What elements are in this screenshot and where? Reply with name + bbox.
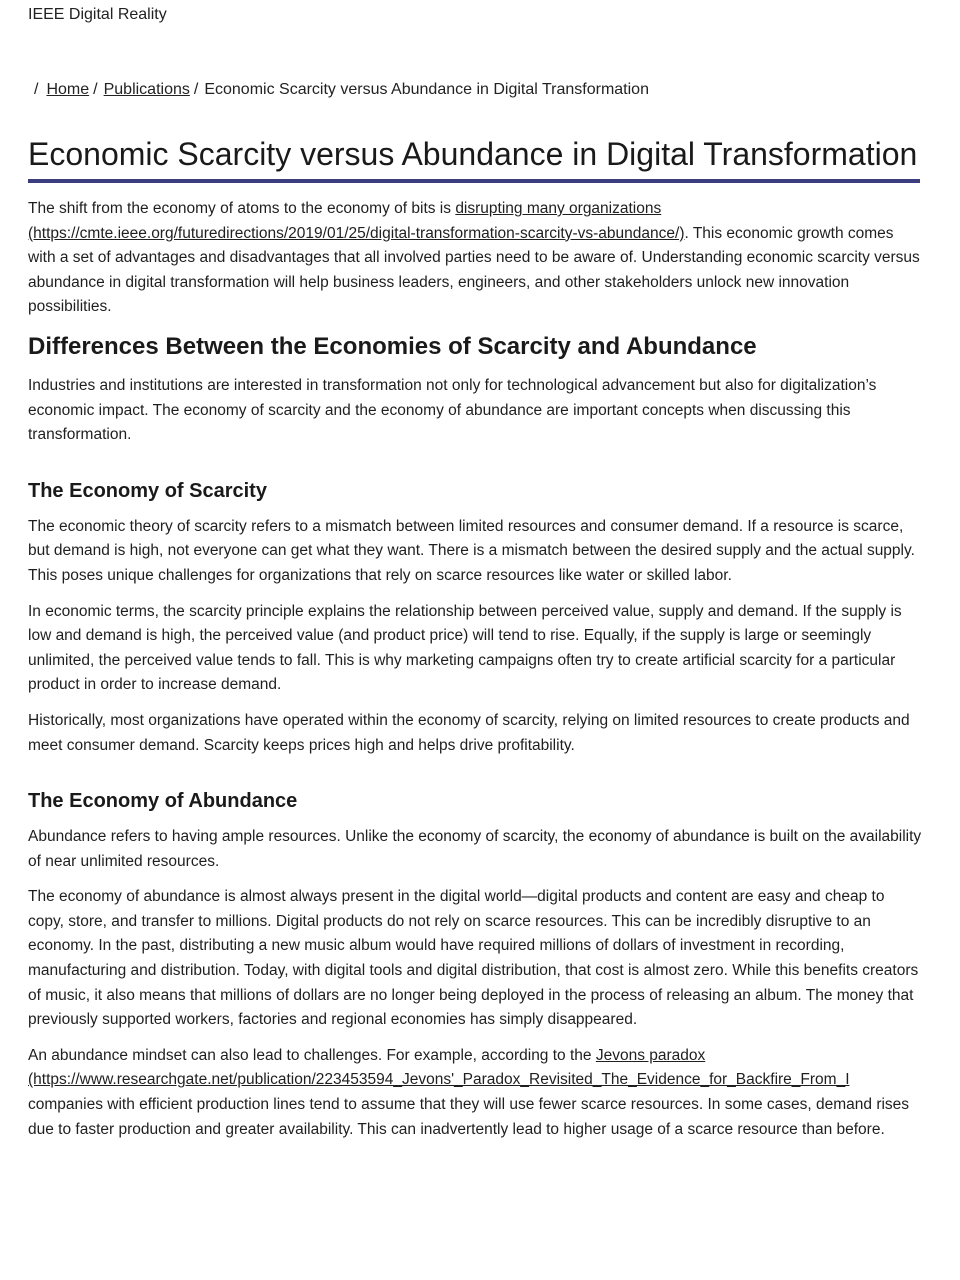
jevons-paradox-link[interactable]: Jevons paradox <box>595 1046 706 1064</box>
abundance-paragraph-3 <box>28 1044 923 1142</box>
breadcrumb-separator: / <box>193 81 199 98</box>
section-heading-scarcity: The Economy of Scarcity <box>28 479 267 502</box>
abundance-p3-text-start: An abundance mindset can also lead to challenges. For example, according to the <box>28 1046 596 1064</box>
breadcrumb-current: Economic Scarcity versus Abundance in Digital Transformation <box>204 81 649 98</box>
section-heading-differences: Differences Between the Economies of Scarcity and Abundance <box>28 332 757 360</box>
breadcrumb-separator: / <box>34 81 39 98</box>
scarcity-paragraph-1: The economic theory of scarcity refers to a mismatch between limited resources and consumer demand. If a resource is scarce, but demand is high, not everyone can get what they want. There is a mismatch between the desired supply and the actual supply. This poses unique challenges for organizations that rely on scarce resources like water or skilled labor. <box>28 517 915 584</box>
page-title: Economic Scarcity versus Abundance in Digital Transformation <box>28 136 920 183</box>
disrupting-organizations-url-link[interactable]: (https://cmte.ieee.org/futuredirections/2019/01/25/digital-transformation-scarcity-vs-abundance/) <box>28 224 685 242</box>
breadcrumb-publications-link[interactable]: Publications <box>103 81 190 98</box>
breadcrumb-home-link[interactable]: Home <box>46 81 90 98</box>
abundance-paragraph-2: The economy of abundance is almost always present in the digital world—digital products and content are easy and cheap to copy, store, and transfer to millions. Digital products do not rely on scarce resources. This can be incredibly disruptive to an economy. In the past, distributing a new music album would have required millions of dollars of investment in recording, manufacturing and distribution. Today, with digital tools and digital distribution, that cost is almost zero. While this benefits creators of music, it also means that millions of dollars are no longer being deployed in the process of releasing an album. The money that previously supported workers, factories and regional economies has simply disappeared. <box>28 888 919 1029</box>
scarcity-paragraph-2: In economic terms, the scarcity principle explains the relationship between perceived value, supply and demand. If the supply is low and demand is high, the perceived value (and product price) will tend to rise. Equally, if the supply is large or seemingly unlimited, the perceived value tends to fall. This is why marketing campaigns often try to create artificial scarcity for a particular product in order to increase demand. <box>28 602 902 694</box>
breadcrumb <box>34 81 649 99</box>
site-name[interactable]: IEEE Digital Reality <box>28 6 167 23</box>
disrupting-organizations-link[interactable]: disrupting many organizations <box>455 200 662 217</box>
breadcrumb-separator: / <box>93 81 98 98</box>
abundance-p3-text-end: companies with efficient production lines tend to assume that they will use fewer scarce resources. In some cases, demand rises due to faster production and greater availability. This can inadvertently lead to higher usage of a scarce resource than before. <box>28 1096 910 1138</box>
jevons-paradox-url-link[interactable]: (https://www.researchgate.net/publication/223453594_Jevons'_Paradox_Revisited_The_Evidence_for_Backfire_From_I <box>28 1071 850 1089</box>
differences-paragraph: Industries and institutions are interested in transformation not only for technological advancement but also for digitalization’s economic impact. The economy of scarcity and the economy of abundance are important concepts when discussing this transformation. <box>28 376 877 444</box>
section-heading-abundance: The Economy of Abundance <box>28 790 298 813</box>
article <box>28 136 923 1142</box>
intro-paragraph <box>28 197 923 320</box>
intro-text-end: . This economic growth comes with a set of advantages and disadvantages that all involved parties need to be aware of. Understanding economic scarcity versus abundance in digital transformation will help business leaders, engineers, and other stakeholders unlock new innovation possibilities. <box>28 224 920 316</box>
abundance-paragraph-1: Abundance refers to having ample resources. Unlike the economy of scarcity, the economy of abundance is built on the availability of near unlimited resources. <box>28 828 922 870</box>
scarcity-paragraph-3: Historically, most organizations have operated within the economy of scarcity, relying on limited resources to create products and meet consumer demand. Scarcity keeps prices high and helps drive profitability. <box>28 711 910 754</box>
intro-text-start: The shift from the economy of atoms to the economy of bits is <box>28 200 456 217</box>
